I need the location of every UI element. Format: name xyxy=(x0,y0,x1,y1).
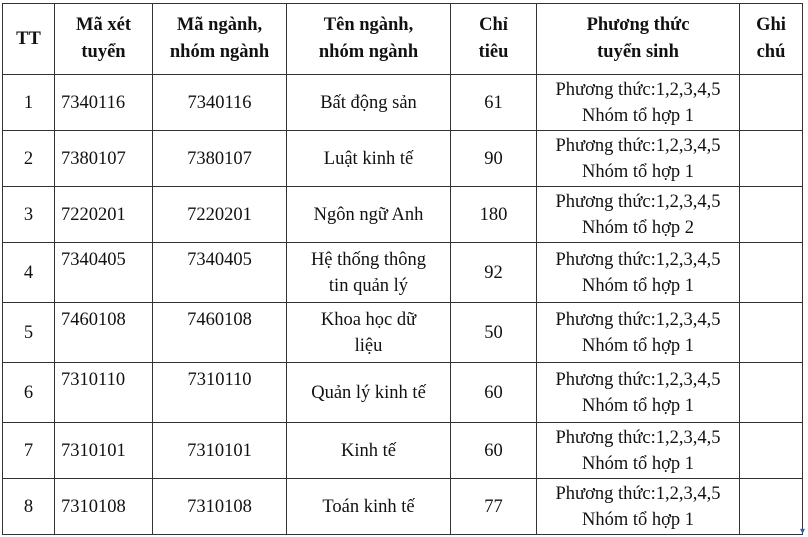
cell-ghi-chu xyxy=(740,303,803,363)
phuong-thuc-text: Phương thức:1,2,3,4,5 xyxy=(555,369,721,390)
ten-nganh-line-2: tin quản lý xyxy=(328,275,409,296)
header-ma-nganh: Mã ngành, nhóm ngành xyxy=(153,4,287,75)
cell-ten-nganh xyxy=(287,243,451,303)
header-chi-tieu: Chỉ tiêu xyxy=(451,4,537,75)
cell-ma-xet-tuyen: 7220201 xyxy=(55,187,153,243)
cell-ghi-chu xyxy=(740,243,803,303)
nhom-to-hop-text: Nhóm tổ hợp 1 xyxy=(581,453,695,474)
cell-tt: 8 xyxy=(3,479,55,535)
nhom-to-hop-text: Nhóm tổ hợp 1 xyxy=(581,105,695,126)
cell-phuong-thuc xyxy=(537,131,740,187)
cell-ma-nganh: 7380107 xyxy=(153,131,287,187)
cell-ma-xet-tuyen: 7340116 xyxy=(55,75,153,131)
header-tt: TT xyxy=(3,4,55,75)
cell-tt: 3 xyxy=(3,187,55,243)
table-row xyxy=(3,187,803,243)
cell-chi-tieu: 61 xyxy=(451,75,537,131)
cell-ma-xet-tuyen: 7380107 xyxy=(55,131,153,187)
phuong-thuc-text: Phương thức:1,2,3,4,5 xyxy=(555,427,721,448)
cell-phuong-thuc xyxy=(537,303,740,363)
cell-ten-nganh xyxy=(287,303,451,363)
cell-ma-xet-tuyen: 7310101 xyxy=(55,423,153,479)
cell-ma-xet-tuyen: 7310108 xyxy=(55,479,153,535)
table-row xyxy=(3,363,803,423)
cell-ma-nganh: 7310108 xyxy=(153,479,287,535)
cell-ma-xet-tuyen: 7460108 xyxy=(55,303,153,363)
cell-tt: 2 xyxy=(3,131,55,187)
admission-table xyxy=(2,3,803,535)
phuong-thuc-text: Phương thức:1,2,3,4,5 xyxy=(555,79,721,100)
cell-chi-tieu: 60 xyxy=(451,363,537,423)
cell-chi-tieu: 77 xyxy=(451,479,537,535)
cell-ma-xet-tuyen: 7340405 xyxy=(55,243,153,303)
cell-ten-nganh xyxy=(287,363,451,423)
cell-phuong-thuc xyxy=(537,479,740,535)
table-row xyxy=(3,423,803,479)
phuong-thuc-text: Phương thức:1,2,3,4,5 xyxy=(555,249,721,270)
table-row xyxy=(3,479,803,535)
cell-phuong-thuc xyxy=(537,243,740,303)
cell-ten-nganh xyxy=(287,187,451,243)
table-row xyxy=(3,75,803,131)
ten-nganh-line-2: liệu xyxy=(354,335,383,356)
ten-nganh-line-1: Hệ thống thông xyxy=(310,249,427,270)
table-row xyxy=(3,131,803,187)
phuong-thuc-text: Phương thức:1,2,3,4,5 xyxy=(555,483,721,504)
cell-ten-nganh xyxy=(287,479,451,535)
cell-ghi-chu xyxy=(740,131,803,187)
cell-ghi-chu xyxy=(740,187,803,243)
nhom-to-hop-text: Nhóm tổ hợp 1 xyxy=(581,275,695,296)
cell-chi-tieu: 90 xyxy=(451,131,537,187)
cell-phuong-thuc xyxy=(537,187,740,243)
cell-ghi-chu xyxy=(740,363,803,423)
cell-chi-tieu: 60 xyxy=(451,423,537,479)
phuong-thuc-text: Phương thức:1,2,3,4,5 xyxy=(555,309,721,330)
ten-nganh-line-1: Quản lý kinh tế xyxy=(311,382,426,403)
header-ma-xet-tuyen: Mã xét tuyển xyxy=(55,4,153,75)
header-ghi-chu: Ghi chú xyxy=(740,4,803,75)
cell-ghi-chu xyxy=(740,423,803,479)
cell-ten-nganh xyxy=(287,423,451,479)
nhom-to-hop-text: Nhóm tổ hợp 1 xyxy=(581,161,695,182)
cell-ma-nganh: 7340116 xyxy=(153,75,287,131)
header-phuong-thuc: Phương thức tuyển sinh xyxy=(537,4,740,75)
table-row xyxy=(3,303,803,363)
ten-nganh-line-1: Kinh tế xyxy=(341,440,396,461)
cell-ma-nganh: 7310101 xyxy=(153,423,287,479)
cell-tt: 1 xyxy=(3,75,55,131)
cell-tt: 6 xyxy=(3,363,55,423)
ten-nganh-line-1: Khoa học dữ xyxy=(320,309,417,330)
nhom-to-hop-text: Nhóm tổ hợp 1 xyxy=(581,335,695,356)
cell-phuong-thuc xyxy=(537,75,740,131)
cell-tt: 5 xyxy=(3,303,55,363)
cell-phuong-thuc xyxy=(537,363,740,423)
cell-phuong-thuc xyxy=(537,423,740,479)
cell-chi-tieu: 50 xyxy=(451,303,537,363)
ten-nganh-line-1: Toán kinh tế xyxy=(322,496,415,517)
cell-ten-nganh xyxy=(287,75,451,131)
ten-nganh-line-1: Bất động sản xyxy=(320,92,417,113)
cell-ma-xet-tuyen: 7310110 xyxy=(55,363,153,423)
corner-marker-icon: ▾ xyxy=(800,526,806,537)
cell-ten-nganh xyxy=(287,131,451,187)
cell-ma-nganh: 7340405 xyxy=(153,243,287,303)
cell-tt: 4 xyxy=(3,243,55,303)
phuong-thuc-text: Phương thức:1,2,3,4,5 xyxy=(555,135,721,156)
header-row xyxy=(3,4,803,75)
cell-tt: 7 xyxy=(3,423,55,479)
nhom-to-hop-text: Nhóm tổ hợp 1 xyxy=(581,395,695,416)
nhom-to-hop-text: Nhóm tổ hợp 1 xyxy=(581,509,695,530)
header-ten-nganh: Tên ngành, nhóm ngành xyxy=(287,4,451,75)
cell-chi-tieu: 92 xyxy=(451,243,537,303)
cell-ma-nganh: 7310110 xyxy=(153,363,287,423)
table-row xyxy=(3,243,803,303)
nhom-to-hop-text: Nhóm tổ hợp 2 xyxy=(581,217,695,238)
cell-ma-nganh: 7460108 xyxy=(153,303,287,363)
cell-ghi-chu xyxy=(740,75,803,131)
cell-ma-nganh: 7220201 xyxy=(153,187,287,243)
ten-nganh-line-1: Luật kinh tế xyxy=(323,148,414,169)
cell-chi-tieu: 180 xyxy=(451,187,537,243)
phuong-thuc-text: Phương thức:1,2,3,4,5 xyxy=(555,191,721,212)
ten-nganh-line-1: Ngôn ngữ Anh xyxy=(313,204,424,225)
cell-ghi-chu xyxy=(740,479,803,535)
